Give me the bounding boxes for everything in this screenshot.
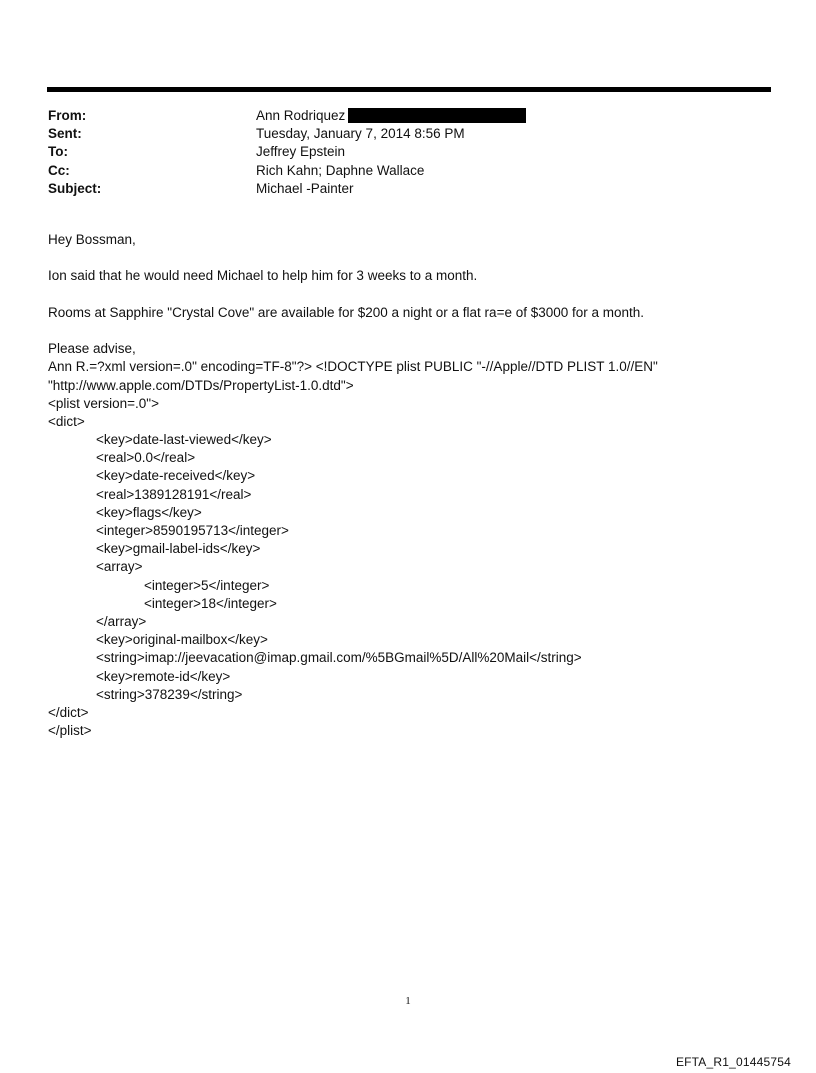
- cc-value: Rich Kahn; Daphne Wallace: [256, 162, 425, 178]
- cc-row: [48, 162, 768, 180]
- plist-line: <integer>8590195713</integer>: [96, 523, 289, 539]
- plist-block: [48, 358, 788, 740]
- email-body: [48, 231, 788, 740]
- plist-line: <integer>5</integer>: [144, 577, 270, 593]
- from-row: [48, 107, 768, 125]
- from-value: Ann Rodriquez: [256, 108, 346, 123]
- plist-line: <key>date-last-viewed</key>: [96, 432, 272, 448]
- plist-line: <dict>: [48, 413, 85, 429]
- body-paragraph-2: Rooms at Sapphire "Crystal Cove" are available for $200 a night or a flat ra=e of $3000 for a month.: [48, 304, 645, 320]
- plist-line: <real>1389128191</real>: [96, 486, 252, 502]
- subject-value: Michael -Painter: [256, 180, 354, 196]
- plist-line: <plist version=.0">: [48, 395, 159, 411]
- subject-label: Subject:: [48, 180, 102, 196]
- sent-label: Sent:: [48, 126, 82, 142]
- plist-line: <key>remote-id</key>: [96, 668, 231, 684]
- from-label: From:: [48, 108, 87, 123]
- sent-value: Tuesday, January 7, 2014 8:56 PM: [256, 126, 465, 142]
- plist-line: Ann R.=?xml version=.0" encoding=TF-8"?> <!DOCTYPE plist PUBLIC "-//Apple//DTD PLIST 1.0//EN": [48, 359, 658, 375]
- plist-line: </array>: [96, 613, 147, 629]
- email-header: [48, 107, 768, 198]
- from-value-wrap: [256, 107, 526, 125]
- plist-line: <string>imap://jeevacation@imap.gmail.com/%5BGmail%5D/All%20Mail</string>: [96, 650, 582, 666]
- plist-line: <integer>18</integer>: [144, 595, 277, 611]
- plist-line: </dict>: [48, 704, 89, 720]
- to-row: [48, 143, 768, 161]
- cc-label: Cc:: [48, 162, 70, 178]
- to-label: To:: [48, 144, 68, 160]
- subject-row: [48, 180, 768, 198]
- plist-line: <key>date-received</key>: [96, 468, 256, 484]
- closing: Please advise,: [48, 341, 136, 357]
- sent-row: [48, 125, 768, 143]
- plist-line: <key>original-mailbox</key>: [96, 632, 268, 648]
- plist-line: <key>flags</key>: [96, 504, 202, 520]
- body-paragraph-1: Ion said that he would need Michael to help him for 3 weeks to a month.: [48, 268, 478, 284]
- plist-line: <real>0.0</real>: [96, 450, 196, 466]
- header-rule: [47, 87, 771, 92]
- plist-line: "http://www.apple.com/DTDs/PropertyList-1.0.dtd">: [48, 377, 354, 393]
- plist-line: <array>: [96, 559, 143, 575]
- page-number: 1: [405, 995, 411, 1007]
- plist-line: <string>378239</string>: [96, 686, 243, 702]
- document-id: EFTA_R1_01445754: [675, 1055, 791, 1069]
- plist-line: </plist>: [48, 723, 92, 739]
- to-value: Jeffrey Epstein: [256, 144, 346, 160]
- redaction-box: [348, 108, 526, 123]
- plist-line: <key>gmail-label-ids</key>: [96, 541, 261, 557]
- greeting: Hey Bossman,: [48, 232, 136, 247]
